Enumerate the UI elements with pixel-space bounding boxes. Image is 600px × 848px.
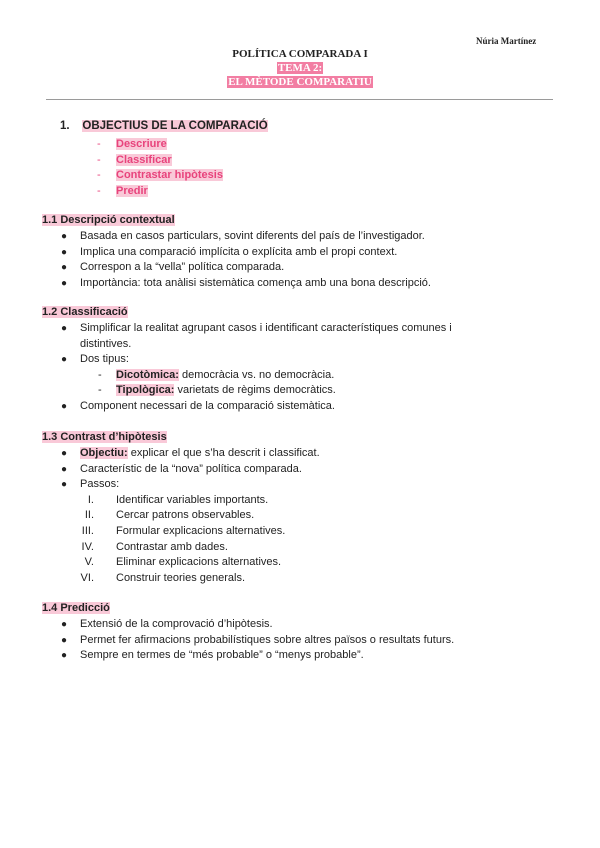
list-item: ● Dos tipus: - Dicotòmica: democràcia vs. no democràcia. - Tipològica: varietats de règims democràtics. bbox=[42, 352, 452, 399]
list-item: ● Component necessari de la comparació sistemàtica. bbox=[61, 399, 335, 412]
list-item: ● Extensió de la comprovació d’hipòtesis. bbox=[61, 618, 273, 630]
section-1-1 bbox=[42, 213, 431, 291]
section-1-3 bbox=[42, 430, 320, 586]
list-item: ● Objectiu: explicar el que s’ha descrit i classificat. bbox=[61, 447, 320, 459]
list-item: ● Simplificar la realitat agrupant casos i identificant característiques comunes i distintives. bbox=[61, 322, 452, 350]
document-title-block bbox=[0, 47, 600, 89]
subsection-title: 1.2 Classificació bbox=[42, 306, 128, 318]
list-item: - Predir bbox=[97, 184, 148, 197]
step-item: III. Formular explicacions alternatives. bbox=[81, 524, 286, 537]
list-item: ● Característic de la “nova” política comparada. bbox=[61, 462, 302, 475]
author-name: Núria Martínez bbox=[476, 36, 537, 46]
topic-title: EL MÈTODE COMPARATIU bbox=[228, 76, 372, 88]
section-heading bbox=[60, 120, 268, 132]
list-item: ● Implica una comparació implícita o explícita amb el propi context. bbox=[61, 245, 398, 258]
section-1-2 bbox=[42, 305, 452, 415]
step-item: V. Eliminar explicacions alternatives. bbox=[84, 556, 282, 569]
step-item: IV. Contrastar amb dades. bbox=[81, 540, 228, 553]
step-item: I. Identificar variables importants. bbox=[87, 493, 269, 506]
section-heading-text: OBJECTIUS DE LA COMPARACIÓ bbox=[82, 120, 268, 132]
document-title: POLÍTICA COMPARADA I bbox=[232, 48, 368, 60]
divider bbox=[46, 99, 553, 100]
sub-item: - Tipològica: varietats de règims democràtics. bbox=[98, 384, 336, 397]
list-item: ● Passos: I. Identificar variables importants. II. Cercar patrons observables. III. Formular explicacions alternatives. IV. Contrastar amb dades. V. Eliminar explicacions alternatives. VI. Construir teories generals. bbox=[42, 477, 320, 586]
step-item: VI. Construir teories generals. bbox=[80, 571, 246, 584]
list-item: ● Sempre en termes de “més probable” o “menys probable”. bbox=[61, 649, 364, 662]
list-item: ● Correspon a la “vella” política comparada. bbox=[61, 261, 285, 274]
list-item: - Contrastar hipòtesis bbox=[97, 169, 223, 181]
list-item: - Descriure bbox=[97, 138, 167, 150]
section-number: 1. bbox=[60, 120, 70, 132]
subsection-title: 1.1 Descripció contextual bbox=[42, 214, 175, 226]
list-item: ● Permet fer afirmacions probabilístiques sobre altres països o resultats futurs. bbox=[61, 633, 455, 646]
subsection-title: 1.3 Contrast d’hipòtesis bbox=[42, 431, 167, 443]
objectives-list bbox=[97, 137, 223, 199]
list-item: ● Importància: tota anàlisi sistemàtica comença amb una bona descripció. bbox=[61, 276, 431, 289]
list-item: ● Basada en casos particulars, sovint diferents del país de l’investigador. bbox=[61, 230, 425, 242]
sub-item: - Dicotòmica: democràcia vs. no democràcia. bbox=[98, 368, 335, 381]
step-item: II. Cercar patrons observables. bbox=[84, 509, 255, 522]
subsection-title: 1.4 Predicció bbox=[42, 602, 110, 614]
topic-number: TEMA 2: bbox=[277, 62, 323, 74]
section-1-4 bbox=[42, 601, 454, 664]
list-item: - Classificar bbox=[97, 153, 172, 166]
